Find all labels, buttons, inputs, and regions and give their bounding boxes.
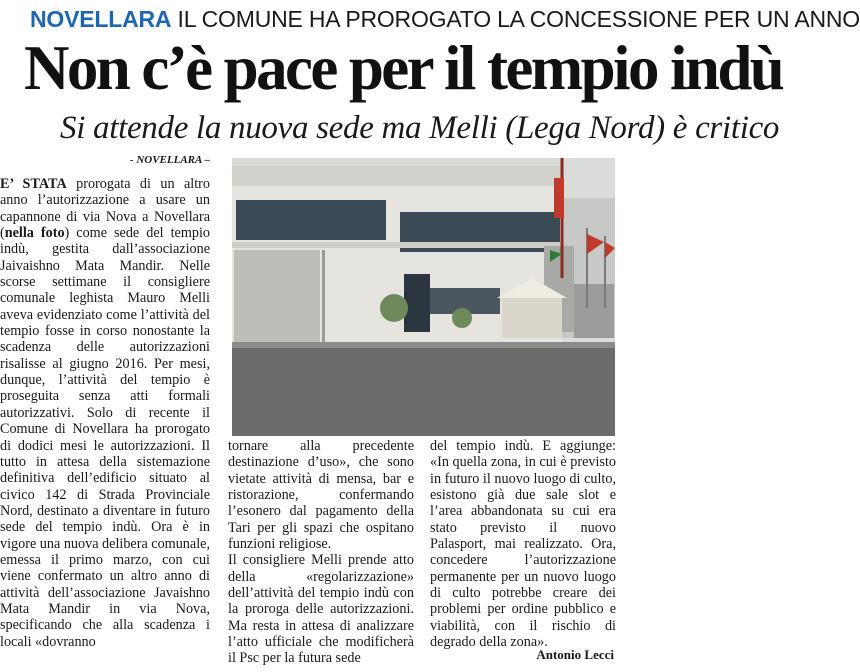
- photo-reference: nella foto: [4, 225, 65, 242]
- article-column-3: [430, 438, 616, 650]
- kicker: [30, 4, 860, 34]
- column-2-paragraph-1: tornare alla precedente destinazione d’uso», che sono vietate attività di mensa, bar e ristorazione, confermando l’esonero dal pagamento della Tari per gli spazi che ospitano funzioni religiose.: [228, 438, 414, 553]
- column-2-paragraph-2: Il consigliere Melli prende atto della «regolarizzazione» dell’attività del tempio indù con la proroga delle autorizzazioni. Ma resta in attesa di analizzare l’atto ufficiale che modificherà il Psc per la futura sede: [228, 552, 414, 667]
- headline: Non c’è pace per il tempio indù: [24, 33, 783, 103]
- article-photo: [232, 158, 615, 436]
- column-1-text-b: ) come sede del tempio indù, gestita dall’associazione Jaivaishno Mata Mandir. Nelle scorse settimane il consigliere comunale leghista Mauro Melli aveva evidenziato come l’attività del tempio fosse in corso nonostante la scadenza delle autorizzazioni risalisse al giugno 2016. Per mesi, dunque, l’attività del tempio è proseguita senza atti formali autorizzativi. Solo di recente il Comune di Novellara ha prorogato di dodici mesi le autorizzazioni. Il tutto in attesa della sistemazione definitiva dell’edificio situato al civico 142 di Strada Provinciale Nord, destinato a diventare in futuro sede del tempio indù. Ora è in vigore una nuova delibera comunale, emessa il primo marzo, con cui viene confermato un altro anno di attività dell’associazione Javaishno Mata Mandir in via Nova, specificando che alla scadenza i locali «dovranno: [0, 225, 210, 650]
- column-3-paragraph-1: del tempio indù. E aggiunge: «In quella zona, in cui è previsto in futuro il nuovo luogo di culto, esistono già due sale slot e l’area abbandonata su cui era stato previsto il nuovo Palasport, mai realizzato. Ora, concedere l’autorizzazione permanente per un nuovo luogo di culto potrebbe creare dei problemi per ordine pubblico e viabilità, con il rischio di degrado della zona».: [430, 438, 616, 651]
- dateline: - NOVELLARA –: [129, 154, 210, 166]
- kicker-place: NOVELLARA: [30, 6, 172, 32]
- kicker-text: IL COMUNE HA PROROGATO LA CONCESSIONE PER UN ANNO: [177, 6, 860, 32]
- column-1-paragraph: [0, 176, 210, 650]
- byline: Antonio Lecci: [536, 647, 614, 662]
- column-1-text-a: prorogata di un altro anno l’autorizzazione a usare un capannone di via Nova a Novellara (: [0, 176, 211, 242]
- article-column-1: [0, 176, 210, 650]
- subheadline: Si attende la nuova sede ma Melli (Lega Nord) è critico: [60, 110, 780, 146]
- lead-in: E’ STATA: [0, 176, 67, 192]
- article-column-2: [228, 438, 414, 667]
- temple-building-photo: [232, 158, 615, 436]
